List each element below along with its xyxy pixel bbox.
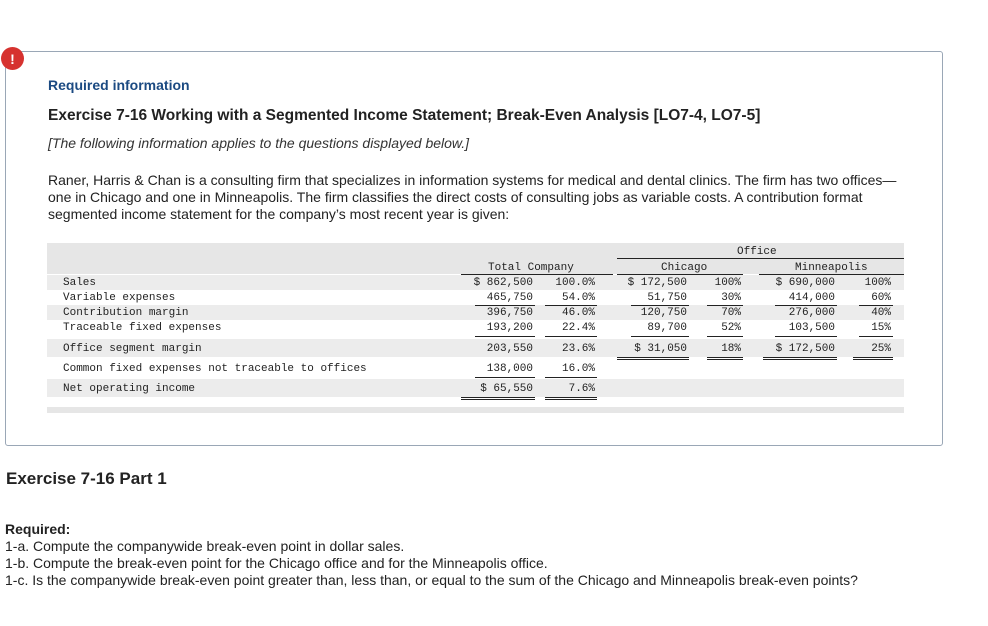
table-footer-band	[47, 407, 904, 413]
cell-total-percent: 22.4%	[561, 322, 595, 334]
exercise-title: Exercise 7-16 Working with a Segmented Income Statement; Break-Even Analysis [LO7-4, LO7-5]	[48, 107, 761, 124]
cell-chicago-amount: 51,750	[647, 292, 687, 304]
cell-chicago-amount: $ 31,050	[634, 343, 687, 355]
cell-minneapolis-amount: 103,500	[788, 322, 835, 334]
col-header-total: Total Company	[488, 262, 574, 274]
cell-minneapolis-percent: 100%	[864, 277, 891, 289]
cell-minneapolis-amount: 276,000	[788, 307, 835, 319]
cell-total-percent: 100.0%	[555, 277, 595, 289]
row-label: Variable expenses	[63, 292, 176, 304]
subtotal-underline	[859, 336, 893, 337]
cell-chicago-percent: 30%	[721, 292, 741, 304]
info-note: [The following information applies to the questions displayed below.]	[48, 135, 470, 151]
cell-chicago-percent: 70%	[721, 307, 741, 319]
double-underline	[853, 357, 893, 360]
question-1c: 1-c. Is the companywide break-even point greater than, less than, or equal to the sum of the Chicago and Minneapolis break-even points?	[5, 572, 858, 588]
question-1b: 1-b. Compute the break-even point for the Chicago office and for the Minneapolis office.	[5, 555, 548, 571]
cell-chicago-amount: 120,750	[640, 307, 687, 319]
header-underline	[617, 274, 743, 275]
cell-total-amount: 138,000	[486, 363, 533, 375]
header-underline	[461, 274, 613, 275]
part-title: Exercise 7-16 Part 1	[6, 469, 167, 488]
row-label: Sales	[63, 277, 97, 289]
required-section	[5, 521, 965, 589]
cell-chicago-percent: 100%	[714, 277, 741, 289]
cell-total-percent: 16.0%	[561, 363, 595, 375]
row-label: Net operating income	[63, 383, 196, 395]
row-label: Common fixed expenses not traceable to offices	[63, 363, 367, 375]
required-label: Required:	[5, 521, 71, 537]
cell-chicago-percent: 18%	[721, 343, 741, 355]
cell-chicago-amount: $ 172,500	[627, 277, 687, 289]
header-underline	[759, 274, 904, 275]
subtotal-underline	[475, 336, 535, 337]
cell-minneapolis-percent: 15%	[871, 322, 891, 334]
subtotal-underline	[631, 336, 689, 337]
col-header-minneapolis: Minneapolis	[795, 262, 868, 274]
double-underline	[617, 357, 689, 360]
cell-total-percent: 23.6%	[561, 343, 595, 355]
intro-paragraph: Raner, Harris & Chan is a consulting firm that specializes in information systems for medical and dental clinics. The firm has two offices—one in Chicago and one in Minneapolis. The firm classifies the direct costs of consulting jobs as variable costs. A contribution format segmented income statement for the company’s most recent year is given:	[48, 172, 897, 222]
row-label: Traceable fixed expenses	[63, 322, 222, 334]
subtotal-underline	[707, 336, 743, 337]
alert-icon: !	[1, 47, 24, 70]
row-label: Contribution margin	[63, 307, 189, 319]
col-header-chicago: Chicago	[661, 262, 708, 274]
cell-chicago-amount: 89,700	[647, 322, 687, 334]
cell-total-amount: 396,750	[486, 307, 533, 319]
cell-minneapolis-amount: 414,000	[788, 292, 835, 304]
required-info-heading: Required information	[48, 77, 190, 93]
cell-total-percent: 54.0%	[561, 292, 595, 304]
segmented-income-statement-table	[47, 243, 904, 413]
cell-minneapolis-amount: $ 172,500	[775, 343, 835, 355]
subtotal-underline	[475, 377, 535, 378]
subtotal-underline	[775, 336, 837, 337]
office-header: Office	[737, 246, 777, 258]
cell-minneapolis-percent: 40%	[871, 307, 891, 319]
double-underline	[763, 357, 837, 360]
double-underline	[707, 357, 743, 360]
cell-total-percent: 7.6%	[568, 383, 595, 395]
cell-total-amount: 193,200	[486, 322, 533, 334]
subtotal-underline	[545, 336, 597, 337]
row-label: Office segment margin	[63, 343, 202, 355]
cell-total-percent: 46.0%	[561, 307, 595, 319]
office-underline	[617, 258, 904, 259]
cell-minneapolis-amount: $ 690,000	[775, 277, 835, 289]
cell-total-amount: 465,750	[486, 292, 533, 304]
cell-total-amount: 203,550	[486, 343, 533, 355]
double-underline	[545, 397, 597, 400]
cell-minneapolis-percent: 60%	[871, 292, 891, 304]
cell-minneapolis-percent: 25%	[871, 343, 891, 355]
double-underline	[461, 397, 535, 400]
cell-total-amount: $ 862,500	[473, 277, 533, 289]
subtotal-underline	[545, 377, 597, 378]
question-1a: 1-a. Compute the companywide break-even point in dollar sales.	[5, 538, 405, 554]
cell-total-amount: $ 65,550	[480, 383, 533, 395]
cell-chicago-percent: 52%	[721, 322, 741, 334]
